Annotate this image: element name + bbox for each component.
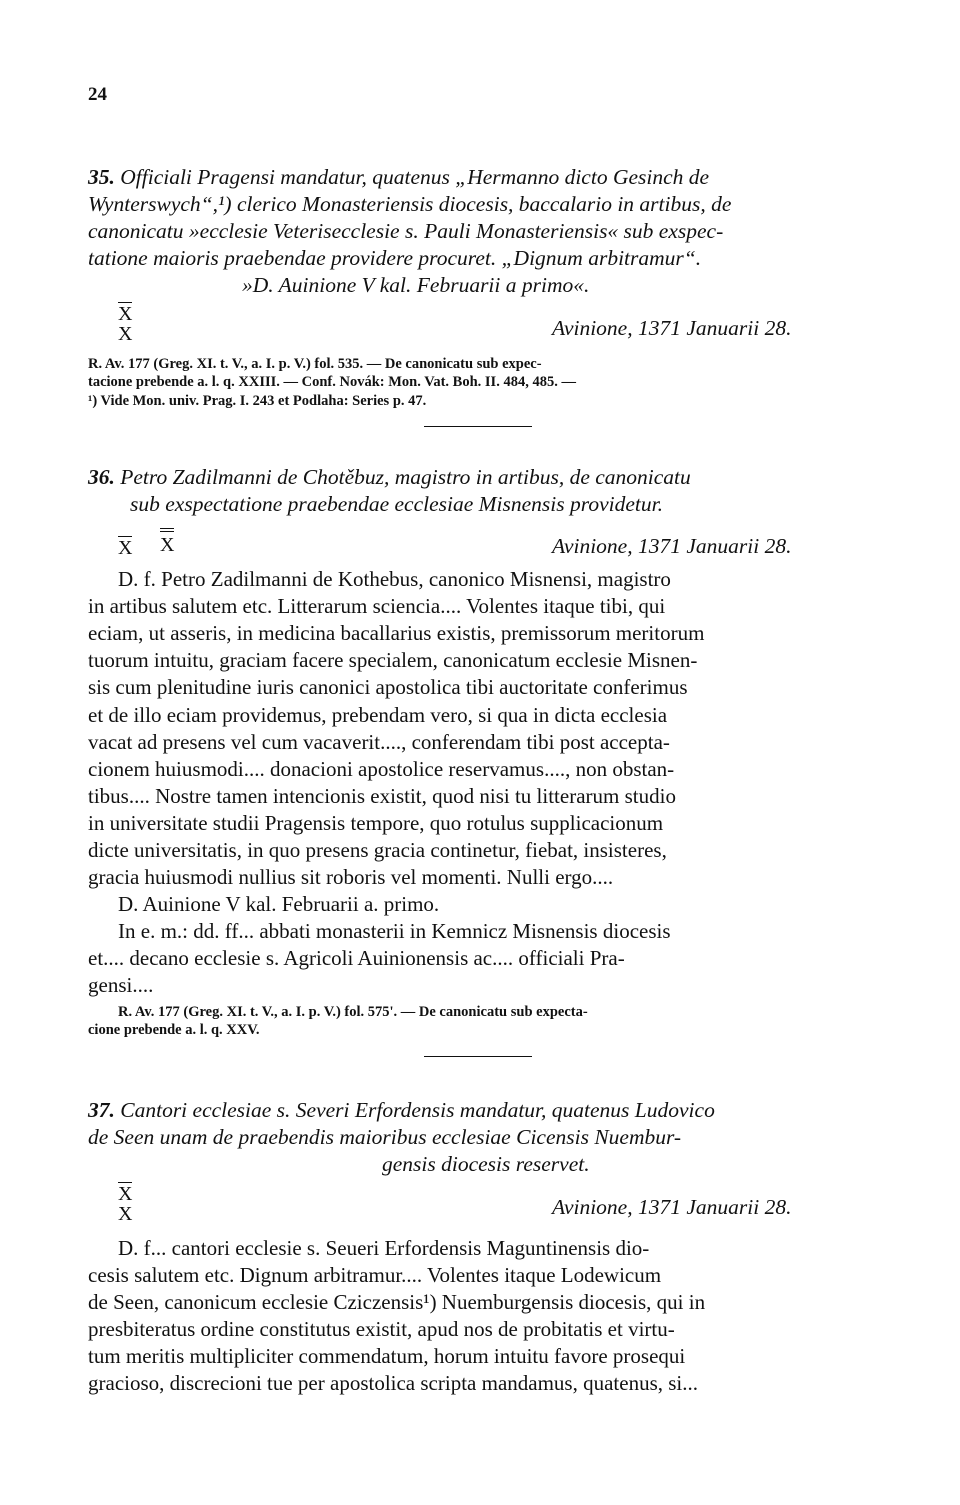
entry-35-summary-line-5: »D. Auinione V kal. Februarii a primo«.: [242, 273, 590, 297]
separator-rule: [424, 426, 532, 427]
entry-36-siglum-b-letter: X: [160, 528, 174, 555]
entry-36-footnote-line-1: R. Av. 177 (Greg. XI. t. V., a. I. p. V.) fol. 575'. — De canonicatu sub expecta-: [118, 1004, 588, 1020]
entry-36-summary-line-2: sub exspectatione praebendae ecclesiae Misnensis providetur.: [130, 492, 663, 516]
entry-36-siglum-b: [160, 528, 174, 555]
entry-37-body-line-5: tum meritis multipliciter commendatum, horum intuitu favore prosequi: [88, 1344, 686, 1368]
entry-36-body-line-4: tuorum intuitu, graciam facere specialem, canonicatum ecclesie Misnen-: [88, 648, 698, 672]
entry-35-footnote-line-3: ¹) Vide Mon. univ. Prag. I. 243 et Podlaha: Series p. 47.: [88, 393, 427, 409]
entry-36-header: [88, 465, 691, 490]
entry-36-body-line-13: D. Auinione V kal. Februarii a. primo.: [118, 892, 440, 916]
entry-35-summary-line-2: Wynterswych“,¹) clerico Monasteriensis diocesis, baccalario in artibus, de: [88, 192, 732, 216]
entry-35-summary-line-1: Officiali Pragensi mandatur, quatenus „Hermanno dicto Gesinch de: [120, 165, 710, 189]
entry-36-body-line-14: In e. m.: dd. ff... abbati monasterii in Kemnicz Misnensis diocesis: [118, 919, 671, 943]
entry-37-siglum-top: X: [118, 1183, 133, 1205]
entry-35-footnote-line-2: tacione prebende a. l. q. XXIII. — Conf. Novák: Mon. Vat. Boh. II. 484, 485. —: [88, 374, 576, 390]
entry-37-summary-line-3: gensis diocesis reservet.: [382, 1152, 590, 1176]
entry-35-footnote-line-1: R. Av. 177 (Greg. XI. t. V., a. I. p. V.) fol. 535. — De canonicatu sub expec-: [88, 356, 542, 372]
entry-35-summary-line-3: canonicatu »ecclesie Veterisecclesie s. Pauli Monasteriensis« sub exspec-: [88, 219, 724, 243]
entry-37-body-line-2: cesis salutem etc. Dignum arbitramur.... Volentes itaque Lodewicum: [88, 1263, 662, 1287]
entry-37-number: 37.: [88, 1098, 115, 1122]
entry-37-body-line-4: presbiteratus ordine constitutus existit, apud nos de probitatis et virtu-: [88, 1317, 675, 1341]
entry-37-header: [88, 1098, 715, 1123]
entry-37-body-line-6: gracioso, discrecioni tue per apostolica scripta mandamus, quatenus, si...: [88, 1371, 698, 1395]
entry-35-summary-line-4: tatione maioris praebendae providere procuret. „Dignum arbitramur“.: [88, 246, 702, 270]
entry-37-body-line-1: D. f... cantori ecclesie s. Seueri Erfordensis Maguntinensis dio-: [118, 1236, 650, 1260]
entry-37-summary-line-1: Cantori ecclesiae s. Severi Erfordensis mandatur, quatenus Ludovico: [120, 1098, 715, 1122]
entry-36-body-line-8: cionem huiusmodi.... donacioni apostolice reservamus...., non obstan-: [88, 757, 675, 781]
entry-36-body-line-9: tibus.... Nostre tamen intencionis existit, quod nisi tu litterarum studio: [88, 784, 676, 808]
entry-36-body-line-6: et de illo eciam providemus, prebendam vero, si qua in dicta ecclesia: [88, 703, 668, 727]
entry-36-body-line-15: et.... decano ecclesie s. Agricoli Auinionensis ac.... officiali Pra-: [88, 946, 625, 970]
entry-36-date: Avinione, 1371 Januarii 28.: [552, 534, 792, 558]
entry-37-summary-line-2: de Seen unam de praebendis maioribus ecclesiae Cicensis Nuembur-: [88, 1125, 682, 1149]
entry-36-siglum-a: [118, 536, 132, 558]
entry-35-date: Avinione, 1371 Januarii 28.: [552, 316, 792, 340]
entry-36-summary-line-1: Petro Zadilmanni de Chotěbuz, magistro in artibus, de canonicatu: [120, 465, 691, 489]
entry-36-body-line-5: sis cum plenitudine iuris canonici apostolica tibi auctoritate conferimus: [88, 675, 688, 699]
entry-35-siglum-top: X: [118, 303, 133, 325]
entry-35-number: 35.: [88, 165, 115, 189]
entry-36-siglum-a-letter: X: [118, 537, 133, 559]
entry-36-body-line-12: gracia huiusmodi nullius sit roboris vel momenti. Nulli ergo....: [88, 865, 614, 889]
entry-36-body-line-3: eciam, ut asseris, in medicina bacallarius existis, premissorum meritorum: [88, 621, 705, 645]
entry-36-footnote-line-2: cione prebende a. l. q. XXV.: [88, 1022, 260, 1038]
entry-37-siglum: [118, 1182, 132, 1224]
entry-35-siglum: [118, 302, 132, 344]
entry-37-date: Avinione, 1371 Januarii 28.: [552, 1195, 792, 1219]
page-number: 24: [88, 84, 107, 105]
entry-36-body-line-7: vacat ad presens vel cum vacaverit...., conferendam tibi post accepta-: [88, 730, 670, 754]
entry-36-number: 36.: [88, 465, 115, 489]
entry-36-body-line-11: dicte universitatis, in quo presens gracia continetur, fiebat, insisteres,: [88, 838, 667, 862]
entry-35-header: [88, 165, 709, 190]
entry-36-body-line-2: in artibus salutem etc. Litterarum sciencia.... Volentes itaque tibi, qui: [88, 594, 666, 618]
entry-36-body-line-10: in universitate studii Pragensis tempore, quo rotulus supplicacionum: [88, 811, 664, 835]
entry-37-siglum-bottom: X: [118, 1203, 133, 1225]
entry-36-body-line-1: D. f. Petro Zadilmanni de Kothebus, canonico Misnensi, magistro: [118, 567, 671, 591]
entry-36-body-line-16: gensi....: [88, 973, 154, 997]
entry-37-body-line-3: de Seen, canonicum ecclesie Cziczensis¹) Nuemburgensis diocesis, qui in: [88, 1290, 706, 1314]
separator-rule: [424, 1056, 532, 1057]
entry-35-siglum-bottom: X: [118, 323, 133, 345]
